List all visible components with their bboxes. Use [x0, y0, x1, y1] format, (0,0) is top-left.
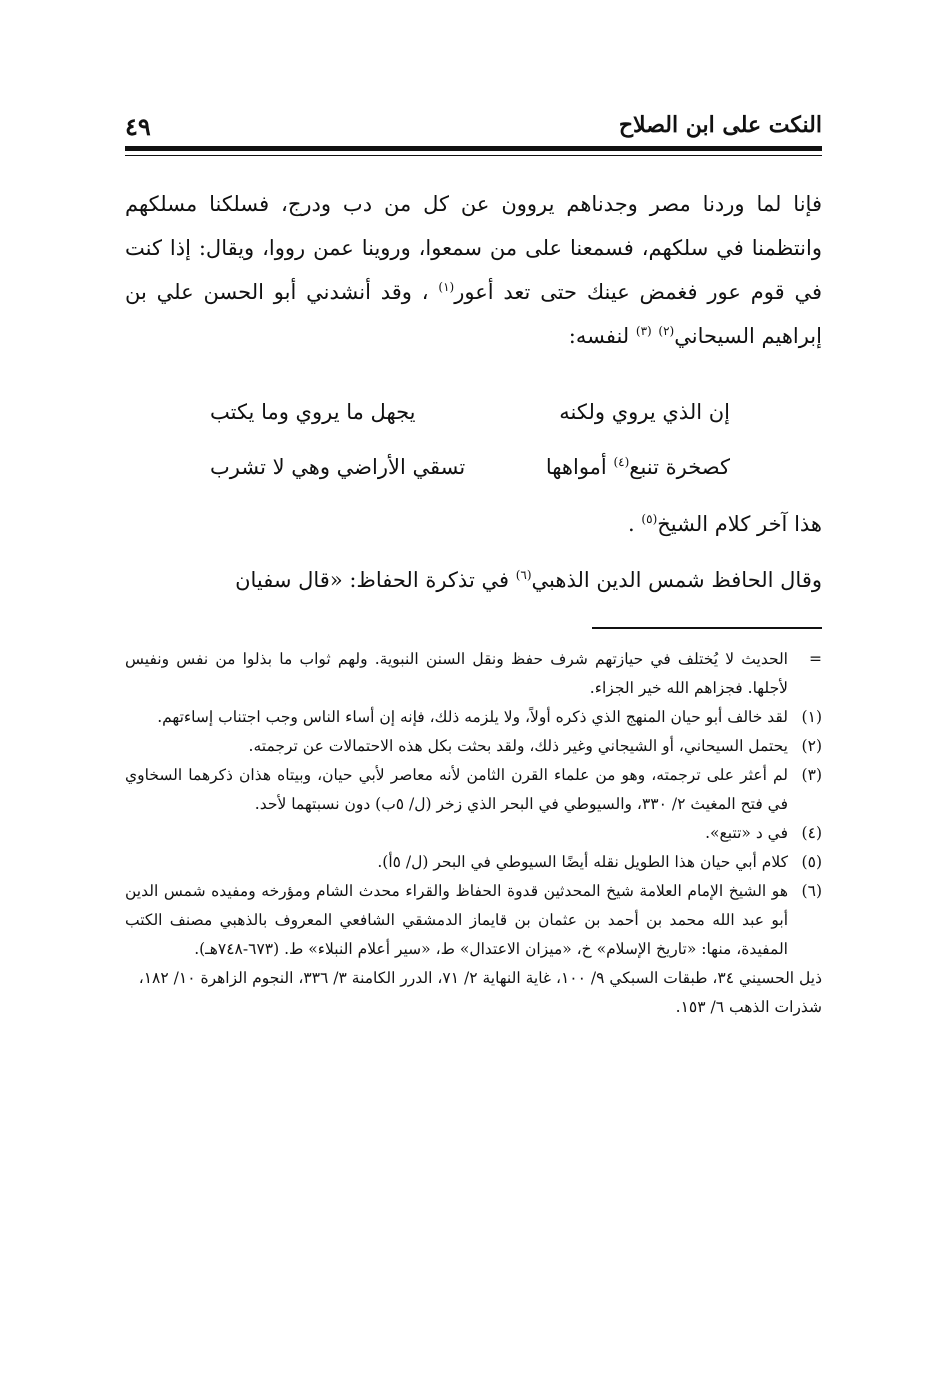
- footnote-mark: (٣): [801, 766, 822, 784]
- closing-text: هذا آخر كلام الشيخ: [657, 512, 822, 536]
- verse-1-second-hemistich: يجهل ما يروي وما يكتب: [210, 400, 416, 424]
- verse-1-first-hemistich: إن الذي يروي ولكنه: [559, 400, 730, 424]
- footnote-text: لقد خالف أبو حيان المنهج الذي ذكره أولاً، ولا يلزمه ذلك، فإنه إن أساء الناس وجب اجتناب إساءتهم.: [157, 708, 788, 726]
- footnote-text: في د «تتبع».: [705, 824, 788, 842]
- footnote-2: [125, 732, 822, 761]
- verse-line-2: [210, 455, 730, 495]
- continuation-mark: =: [809, 650, 822, 668]
- paragraph-text-end: لنفسه:: [568, 324, 630, 348]
- footnote-1: [125, 703, 822, 732]
- footnote-text: الحديث لا يُختلف في حيازتهم شرف حفظ ونقل السنن النبوية. ولهم ثواب ما بذلوا من نفس ونفيس لأجلها. فجزاهم الله خير الجزاء.: [125, 650, 788, 697]
- footnote-5: [125, 848, 822, 877]
- paragraph-text-cont: ، وقد أنشدني أبو الحسن علي بن إبراهيم السيحاني: [125, 280, 822, 348]
- footnote-6-references: ذيل الحسيني ٣٤، طبقات السبكي ٩/ ١٠٠، غاية النهاية ٢/ ٧١، الدرر الكامنة ٣/ ٣٣٦، النجوم الزاهرة ١٠/ ١٨٢، شذرات الذهب ٦/ ١٥٣.: [138, 969, 822, 1016]
- footnote-3: [125, 761, 822, 819]
- last-line: [125, 568, 822, 592]
- footnote-ref-1: (١): [438, 280, 455, 294]
- header-rule-thick: [125, 146, 822, 151]
- paragraph-text: فإنا لما وردنا مصر وجدناهم يروون عن كل من دب ودرج، فسلكنا مسلكهم وانتظمنا في سلكهم، فسمعنا على من سمعوا، وروينا عمن رووا، ويقال: إذا كنت في قوم عور فغمض عينك حتى تعد أعور: [125, 192, 823, 304]
- footnote-ref-4: (٤): [613, 455, 630, 469]
- footnote-mark: (١): [801, 708, 822, 726]
- verse-2-first-hemistich: [546, 455, 730, 479]
- verse-2-text-b: أمواهها: [545, 455, 607, 479]
- closing-line: [125, 512, 822, 536]
- footnote-mark: (٦): [801, 882, 822, 900]
- header-rule-thin: [125, 155, 822, 156]
- closing-period: .: [628, 512, 635, 536]
- footnote-separator: [592, 627, 822, 629]
- main-paragraph: [125, 182, 822, 358]
- footnote-ref-5: (٥): [641, 512, 658, 526]
- verse-2-text-a: كصخرة تنبع: [629, 455, 730, 479]
- last-text-b: في تذكرة الحفاظ: «قال سفيان: [235, 568, 510, 592]
- footnote-ref-3: (٣): [635, 324, 652, 338]
- running-title: النكت على ابن الصلاح: [618, 112, 822, 138]
- footnote-mark: (٢): [801, 737, 822, 755]
- footnote-6: [125, 877, 822, 964]
- footnotes: [125, 645, 822, 1022]
- footnote-4: [125, 819, 822, 848]
- verse-2-second-hemistich: تسقي الأراضي وهي لا تشرب: [210, 455, 466, 479]
- page-number: ٤٩: [125, 112, 151, 141]
- footnote-mark: (٤): [801, 824, 822, 842]
- footnote-ref-2: (٢): [658, 324, 675, 338]
- footnote-text: هو الشيخ الإمام العلامة شيخ المحدثين قدوة الحفاظ والقراء محدث الشام ومؤرخه ومفيده شمس الدين أبو عبد الله محمد بن أحمد بن عثمان بن قايماز الدمشقي الشافعي المعروف بالذهبي مصنف الكتب المفيدة، منها: «تاريخ الإسلام» خ، «ميزان الاعتدال» ط، «سير أعلام النبلاء» ط. (٦٧٣-٧٤٨هـ).: [125, 882, 788, 958]
- footnote-ref-6: (٦): [515, 568, 532, 582]
- last-text-a: وقال الحافظ شمس الدين الذهبي: [531, 568, 822, 592]
- footnote-text: يحتمل السيحاني، أو الشيجاني وغير ذلك، ولقد بحثت بكل هذه الاحتمالات عن ترجمته.: [248, 737, 788, 755]
- verse-line-1: [210, 400, 730, 440]
- footnote-continuation: [125, 645, 822, 703]
- footnote-text: كلام أبي حيان هذا الطويل نقله أيضًا السيوطي في البحر (ل/ ٥أ).: [377, 853, 788, 871]
- page-header: [125, 112, 822, 142]
- footnote-text: لم أعثر على ترجمته، وهو من علماء القرن الثامن لأنه معاصر لأبي حيان، وبيتاه هذان ذكرهما السخاوي في فتح المغيث ٢/ ٣٣٠، والسيوطي في البحر الذي زخر (ل/ ٥ب) دون نسبتهما لأحد.: [125, 766, 788, 813]
- footnote-mark: (٥): [801, 853, 822, 871]
